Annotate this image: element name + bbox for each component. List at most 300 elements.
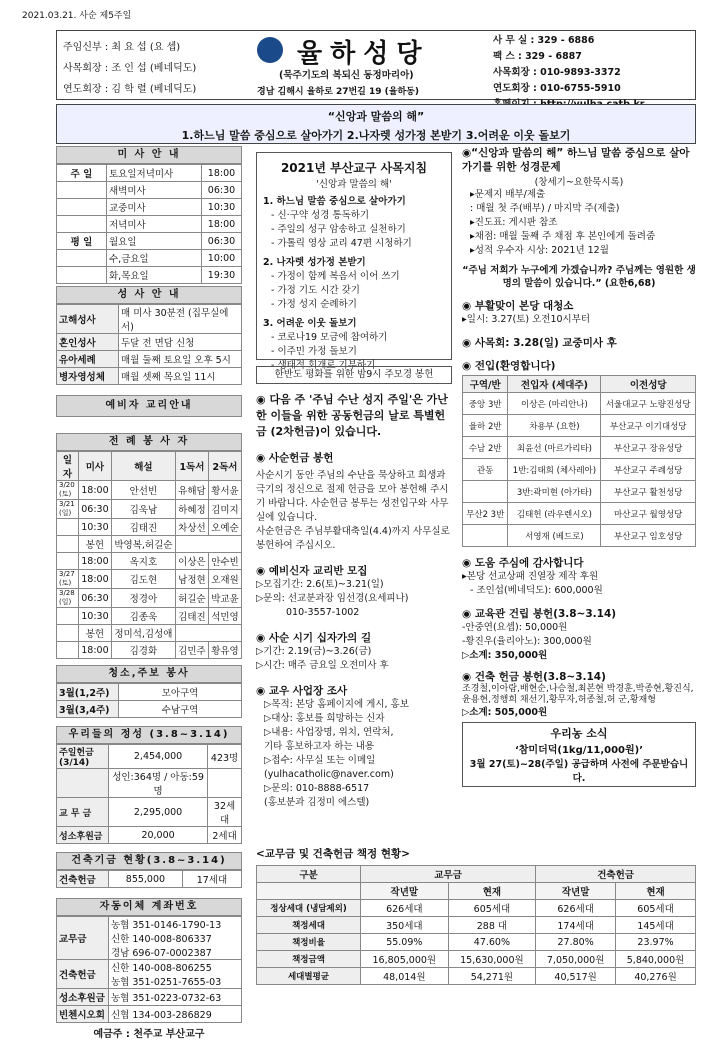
survey-item: ▷접수: 사무실 또는 이메일 <box>264 755 376 766</box>
sacrament-cell: 매월 셋째 목요일 11시 <box>119 368 242 385</box>
building-cell: 17세대 <box>182 871 241 888</box>
altar-server-table <box>56 451 242 659</box>
office-phone: 사 무 실 : 329 - 6886 <box>493 35 595 46</box>
pastoral-item: - 가정 성지 순례하기 <box>271 299 357 310</box>
altar-row <box>57 519 242 536</box>
altar-cell: 차상선 <box>175 519 208 536</box>
council-phone: 사목회장 : 010-9893-3372 <box>493 67 621 78</box>
transfer-cell: 마산교구 월영성당 <box>601 503 696 525</box>
pastor-line: 주임신부 : 최 요 섭 (요 셉) <box>63 42 181 53</box>
catechumen-contact: ▷문의: 선교분과장 임선경(요세피나) <box>256 593 409 604</box>
farm-news-title: 우리농 소식 <box>550 727 608 740</box>
mass-row <box>57 165 242 182</box>
altar-cell: 남정현 <box>175 570 208 589</box>
sacrament-cell: 유아세례 <box>57 351 119 368</box>
thanks-line1: ▸본당 선교상패 진열장 제작 후원 <box>462 571 599 582</box>
bank-accounts <box>109 917 242 960</box>
pledge-status <box>256 846 696 985</box>
offering-cell <box>57 769 109 798</box>
pastoral-title: 2021년 부산교구 사목지침 <box>280 161 428 175</box>
altar-cell: 18:00 <box>79 642 112 659</box>
sacrament-cell: 병자영성체 <box>57 368 119 385</box>
building-row <box>57 871 242 888</box>
altar-cell: 10:30 <box>79 608 112 625</box>
status-cell: 48,014원 <box>361 968 449 985</box>
altar-row <box>57 642 242 659</box>
status-cell: 정상세대 (냉담제외) <box>257 900 361 917</box>
altar-row <box>57 608 242 625</box>
transfer-cell: 부산교구 활천성당 <box>601 481 696 503</box>
pastoral-item: - 이주민 가정 돌보기 <box>271 346 357 357</box>
altar-cell: 김욱남 <box>111 500 175 519</box>
altar-cell: 김태진 <box>111 519 175 536</box>
transfer-cell <box>463 525 508 547</box>
way-of-cross-time: ▷시간: 매주 금요일 오전미사 후 <box>256 660 389 671</box>
bible-item: ▸성적 우수자 시상: 2021년 12월 <box>470 245 609 256</box>
offering-cell: 32세대 <box>208 798 242 827</box>
altar-cell <box>57 553 79 570</box>
sacrament-cell: 매 미사 30분전 (집무실에서) <box>119 305 242 334</box>
mass-row <box>57 216 242 233</box>
way-of-cross-title: ◉ 사순 시기 십자가의 길 <box>256 632 372 644</box>
altar-cell: 정미석,김성애 <box>111 625 175 642</box>
offering-row <box>57 798 242 827</box>
mass-cell <box>57 182 107 199</box>
altar-row <box>57 553 242 570</box>
mass-cell: 10:30 <box>202 199 242 216</box>
mass-cell: 18:00 <box>202 216 242 233</box>
transfer-cell: 율하 2반 <box>463 415 508 437</box>
pledge-status-title: <교무금 및 건축헌금 책정 현황> <box>256 848 410 860</box>
mass-cell <box>57 250 107 267</box>
transfer-cell: 무산2 3반 <box>463 503 508 525</box>
altar-row <box>57 500 242 519</box>
mass-cell: 06:30 <box>202 182 242 199</box>
offering-row <box>57 769 242 798</box>
mass-row <box>57 182 242 199</box>
catechumen-title: 예비자 교리안내 <box>56 395 242 417</box>
offering-cell: 2세대 <box>208 827 242 844</box>
mass-cell: 새벽미사 <box>107 182 202 199</box>
altar-cell: 허길순 <box>175 589 208 608</box>
status-group: 건축헌금 <box>536 866 696 883</box>
status-cell: 626세대 <box>536 900 616 917</box>
way-of-cross-period: ▷기간: 2.19(금)~3.26(금) <box>256 646 372 657</box>
pastoral-item: - 신·구약 성경 통독하기 <box>271 210 370 221</box>
status-cell: 책정비율 <box>257 934 361 951</box>
bank-accounts <box>109 1006 242 1023</box>
transfer-cell: 부산교구 장유성당 <box>601 437 696 459</box>
mass-cell: 교중미사 <box>107 199 202 216</box>
cleaning-table <box>56 683 242 718</box>
right-column <box>462 146 696 787</box>
mass-cell: 06:30 <box>202 233 242 250</box>
altar-cell <box>57 625 79 642</box>
sacrament-title: 성 사 안 내 <box>56 286 242 304</box>
altar-head: 일자 <box>57 452 79 481</box>
transfer-head: 전입자 (세대주) <box>508 376 601 393</box>
altar-server-title: 전 례 봉 사 자 <box>56 433 242 451</box>
account-number: 농협 351-0146-1790-13 <box>111 920 222 931</box>
bible-quiz-range: (창세기~요한묵시록) <box>534 177 624 188</box>
council-line: 사목회장 : 조 인 섭 (베네딕도) <box>63 63 197 74</box>
mass-cell: 수,금요일 <box>107 250 202 267</box>
prayer-leader-line: 연도회장 : 김 학 렬 (베네딕도) <box>63 84 197 95</box>
status-cell: 47.60% <box>448 934 536 951</box>
building-offer-heading: 건축 헌금 봉헌(3.8~3.14) <box>474 671 606 683</box>
mass-cell: 토요일저녁미사 <box>107 165 202 182</box>
account-number: 농협 351-0251-7655-03 <box>111 977 222 988</box>
cleaning-cell: 모아구역 <box>119 684 242 701</box>
sacrament-cell: 매월 둘째 토요일 오후 5시 <box>119 351 242 368</box>
offering-row <box>57 745 242 769</box>
bank-label: 빈첸시오회 <box>57 1006 109 1023</box>
mass-cell <box>57 267 107 284</box>
pastoral-item: 2. 나자렛 성가정 본받기 <box>263 257 366 268</box>
pastoral-list <box>263 195 445 373</box>
altar-cell: 김민주 <box>175 642 208 659</box>
notices-column <box>256 392 452 810</box>
offering-cell: 성인:364명 / 아동:59명 <box>109 769 208 798</box>
mass-title: 미 사 안 내 <box>56 146 242 164</box>
altar-cell: 10:30 <box>79 519 112 536</box>
transfer-cell: 서영재 (베드로) <box>508 525 601 547</box>
status-cell: 5,840,000원 <box>616 951 696 968</box>
altar-row <box>57 625 242 642</box>
status-cell: 145세대 <box>616 917 696 934</box>
palm-sunday-notice: ◉ 다음 주 '주님 수난 성지 주일'은 가난한 이들을 위한 공동헌금의 날로 특별헌금 (2차헌금)이 있습니다. <box>256 393 448 438</box>
account-number: 농협 351-0223-0732-63 <box>111 993 222 1004</box>
status-cell: 16,805,000원 <box>361 951 449 968</box>
theme-title: “신앙과 말씀의 해” <box>327 110 425 123</box>
altar-row <box>57 536 242 553</box>
bible-item: ▸문제지 배부/제출 <box>470 189 546 200</box>
leader-phone: 연도회장 : 010-6755-5910 <box>493 83 621 94</box>
transfer-head: 구역/반 <box>463 376 508 393</box>
sacrament-row <box>57 305 242 334</box>
bank-accounts <box>109 989 242 1006</box>
fax: 팩 스 : 329 - 6887 <box>493 51 582 62</box>
way-of-cross-heading: 사순 시기 십자가의 길 <box>268 632 372 644</box>
altar-cell <box>57 642 79 659</box>
thanks-heading: 도움 주심에 감사합니다 <box>474 557 584 569</box>
altar-cell: 김경화 <box>111 642 175 659</box>
offering-row <box>57 827 242 844</box>
easter-cleaning-heading: 부활맞이 본당 대청소 <box>474 300 574 312</box>
bible-item: ▸진도표: 게시판 참조 <box>470 217 558 228</box>
altar-cell: 석민영 <box>208 608 241 625</box>
altar-head: 미사 <box>79 452 112 481</box>
mass-cell: 18:00 <box>202 165 242 182</box>
survey-item: ▷대상: 홍보를 희망하는 신자 <box>264 713 385 724</box>
cleaning-cell: 3월(3,4주) <box>57 701 119 718</box>
pastoral-item: - 코로나19 모금에 참여하기 <box>271 332 388 343</box>
altar-cell: 김종욱 <box>111 608 175 625</box>
status-cell: 15,630,000원 <box>448 951 536 968</box>
transfer-cell: 1반:김태희 (체사레아) <box>508 459 601 481</box>
transfer-table <box>462 375 696 547</box>
transfer-cell: 김태헌 (라우렌시오) <box>508 503 601 525</box>
building-offer-subtotal: ▷소계: 505,000원 <box>462 707 548 718</box>
altar-cell <box>57 608 79 625</box>
altar-cell: 정경아 <box>111 589 175 608</box>
transfer-cell: 부산교구 이기대성당 <box>601 415 696 437</box>
altar-cell: 안수빈 <box>208 553 241 570</box>
easter-cleaning-title: ◉ 부활맞이 본당 대청소 <box>462 300 574 312</box>
transfer-cell: 관동 <box>463 459 508 481</box>
altar-cell: 18:00 <box>79 481 112 500</box>
mass-row <box>57 250 242 267</box>
parish-logo-icon <box>257 37 283 63</box>
status-cell: 350세대 <box>361 917 449 934</box>
building-fund-title: 건축기금 현황(3.8~3.14) <box>56 852 242 870</box>
altar-cell: 김미지 <box>208 500 241 519</box>
easter-cleaning-time: ▸일시: 3.27(토) 오전10시부터 <box>462 314 591 325</box>
transfer-title: ◉ 전입(환영합니다) <box>462 360 556 372</box>
building-fund-table <box>56 870 242 888</box>
theme-goals: 1.하느님 말씀 중심으로 살아가기 2.나자렛 성가정 본받기 3.어려운 이웃 돌보기 <box>181 129 571 142</box>
transfer-cell: 중앙 3반 <box>463 393 508 415</box>
transfer-head: 이전성당 <box>601 376 696 393</box>
bank-table <box>56 916 242 1023</box>
survey-item: (홍보분과 김정미 에스텔) <box>264 797 370 808</box>
mass-table <box>56 164 242 284</box>
status-sub: 현재 <box>616 883 696 900</box>
altar-cell: 안선빈 <box>111 481 175 500</box>
offering-table <box>56 744 242 844</box>
status-cell: 55.09% <box>361 934 449 951</box>
parish-name: 율하성당 <box>297 39 430 69</box>
bible-quiz-list <box>462 188 696 258</box>
altar-cell: 김태진 <box>175 608 208 625</box>
bank-label: 건축헌금 <box>57 960 109 989</box>
building-cell: 건축헌금 <box>57 871 109 888</box>
status-cell: 40,517원 <box>536 968 616 985</box>
altar-cell: 이상은 <box>175 553 208 570</box>
transfer-cell: 부산교구 임호성당 <box>601 525 696 547</box>
transfer-cell: 3반:곽미현 (아가타) <box>508 481 601 503</box>
altar-cell: 옥지호 <box>111 553 175 570</box>
status-cell: 27.80% <box>536 934 616 951</box>
parish-patron: (묵주기도의 복되신 동정마리아) <box>279 70 414 81</box>
altar-cell: 하혜정 <box>175 500 208 519</box>
sacrament-cell: 두달 전 면담 신청 <box>119 334 242 351</box>
mass-row <box>57 233 242 250</box>
altar-head: 해설 <box>111 452 175 481</box>
altar-cell: 봉헌 <box>79 625 112 642</box>
offering-cell: 2,454,000 <box>109 745 208 769</box>
council-meeting-text: 사목회: 3.28(일) 교중미사 후 <box>474 337 617 349</box>
lent-offering-title: ◉ 사순헌금 봉헌 <box>256 452 334 464</box>
hall-fund-line2: -황진우(율리아노): 300,000원 <box>462 636 592 647</box>
altar-cell <box>57 519 79 536</box>
bible-item: : 매월 첫 주(배부) / 마지막 주(제출) <box>470 203 620 214</box>
status-head: 구분 <box>257 866 361 883</box>
status-cell: 7,050,000원 <box>536 951 616 968</box>
mass-cell: 평 일 <box>57 233 107 250</box>
hall-fund-title: ◉ 교육관 건립 봉헌(3.8~3.14) <box>462 608 617 620</box>
status-cell: 40,276원 <box>616 968 696 985</box>
cleaning-row <box>57 701 242 718</box>
pastoral-item: - 가정이 함께 복음서 이어 쓰기 <box>271 271 400 282</box>
sacrament-row <box>57 368 242 385</box>
pastoral-item: 3. 어려운 이웃 돌보기 <box>263 318 357 329</box>
altar-cell <box>175 536 241 553</box>
catechumen-period: ▷모집기간: 2.6(토)~3.21(일) <box>256 579 384 590</box>
peace-prayer: 한반도 평화를 위한 밤9시 주모경 봉헌 <box>256 366 452 384</box>
mass-cell: 월요일 <box>107 233 202 250</box>
survey-item: 기타 홍보하고자 하는 내용 <box>264 741 375 752</box>
bank-label: 교무금 <box>57 917 109 960</box>
altar-cell: 오재원 <box>208 570 241 589</box>
altar-row <box>57 589 242 608</box>
mass-row <box>57 199 242 216</box>
survey-item: ▷내용: 사업장명, 위치, 연락처, <box>264 727 394 738</box>
pastoral-item: - 주일의 성구 암송하고 실천하기 <box>271 224 406 235</box>
transfer-cell: 이상은 (마리안나) <box>508 393 601 415</box>
year-theme-banner <box>56 104 696 144</box>
thanks-title: ◉ 도움 주심에 감사합니다 <box>462 557 584 569</box>
bible-quiz-heading: “신앙과 말씀의 해” 하느님 말씀 중심으로 살아가기를 위한 성경문제 <box>462 147 690 173</box>
status-cell: 54,271원 <box>448 968 536 985</box>
pastoral-item: 1. 하느님 말씀 중심으로 살아가기 <box>263 196 406 207</box>
status-group: 교무금 <box>361 866 536 883</box>
transfer-cell: 서울대교구 노량진성당 <box>601 393 696 415</box>
altar-cell: 황서윤 <box>208 481 241 500</box>
survey-item: ▷목적: 본당 홈페이지에 게시, 홍보 <box>264 699 409 710</box>
altar-cell: 3/27 (토) <box>57 570 79 589</box>
business-survey-list <box>256 698 452 810</box>
altar-cell: 봉헌 <box>79 536 112 553</box>
business-survey-heading: 교우 사업장 조사 <box>268 685 348 697</box>
offering-cell <box>208 769 242 798</box>
offering-cell: 성소후원금 <box>57 827 109 844</box>
bible-quiz-title: ◉“신앙과 말씀의 해” 하느님 말씀 중심으로 살아가기를 위한 성경문제 <box>462 147 690 173</box>
thanks-line2: - 조인섭(베네딕도): 600,000원 <box>470 585 603 596</box>
header-officers <box>63 37 253 100</box>
header-contacts <box>493 33 693 113</box>
status-sub: 작년말 <box>536 883 616 900</box>
mass-cell: 10:00 <box>202 250 242 267</box>
farm-news-box <box>462 722 696 787</box>
status-sub: 현재 <box>448 883 536 900</box>
altar-cell: 06:30 <box>79 589 112 608</box>
account-number: 경남 696-07-0002387 <box>111 948 212 959</box>
status-sub <box>257 883 361 900</box>
offering-cell: 2,295,000 <box>109 798 208 827</box>
status-sub: 작년말 <box>361 883 449 900</box>
altar-cell: 유해담 <box>175 481 208 500</box>
mass-row <box>57 267 242 284</box>
sacrament-table <box>56 304 242 385</box>
altar-cell: 박교윤 <box>208 589 241 608</box>
account-number: 신협 134-003-286829 <box>111 1010 212 1021</box>
transfer-cell: 차용부 (요한) <box>508 415 601 437</box>
sacrament-row <box>57 334 242 351</box>
pastoral-guideline-box <box>256 152 452 371</box>
altar-cell: 오예순 <box>208 519 241 536</box>
mass-cell: 화,목요일 <box>107 267 202 284</box>
sacrament-cell: 고해성사 <box>57 305 119 334</box>
pastoral-item: - 생태적 회개로 기부하기 <box>271 360 376 371</box>
catechumen-class-title: ◉ 예비신자 교리반 모집 <box>256 565 368 577</box>
mass-cell <box>57 199 107 216</box>
mass-cell: 주 일 <box>57 165 107 182</box>
transfer-heading: 전입(환영합니다) <box>474 360 556 372</box>
account-number: 신한 140-008-806337 <box>111 934 212 945</box>
scripture-quote: “주님 저희가 누구에게 가겠습니까? 주님께는 영원한 생명의 말씀이 있습니다.” (요한6,68) <box>462 265 696 289</box>
building-cell: 855,000 <box>109 871 183 888</box>
offering-cell: 교 무 금 <box>57 798 109 827</box>
transfer-cell: 최윤선 (마르가리타) <box>508 437 601 459</box>
sacrament-row <box>57 351 242 368</box>
pastoral-subtitle: '신앙과 말씀의 해' <box>316 179 392 190</box>
lent-offering-heading: 사순헌금 봉헌 <box>268 452 334 464</box>
altar-cell: 3/28 (일) <box>57 589 79 608</box>
sacrament-cell: 혼인성사 <box>57 334 119 351</box>
altar-cell: 3/21 (일) <box>57 500 79 519</box>
pledge-status-table <box>256 865 696 985</box>
hall-fund-subtotal: ▷소계: 350,000원 <box>462 650 548 661</box>
pastoral-item: - 가톨릭 영상 교리 47편 시청하기 <box>271 238 412 249</box>
status-cell: 605세대 <box>448 900 536 917</box>
mass-cell <box>57 216 107 233</box>
altar-cell <box>175 625 241 642</box>
farm-news-detail: 3월 27(토)~28(주일) 공급하며 사전에 주문받습니다. <box>469 759 689 784</box>
farm-news-product: ‘참미더덕(1kg/11,000원)’ <box>514 745 644 756</box>
pastoral-item: - 가정 기도 시간 갖기 <box>271 285 360 296</box>
status-cell: 288 대 <box>448 917 536 934</box>
altar-cell: 박영복,허길순 <box>111 536 175 553</box>
offering-cell: 423명 <box>208 745 242 769</box>
cleaning-title: 청소,주보 봉사 <box>56 665 242 683</box>
status-cell: 605세대 <box>616 900 696 917</box>
hall-fund-heading: 교육관 건립 봉헌(3.8~3.14) <box>474 608 617 620</box>
survey-item: ▷문의: 010-8888-6517 <box>264 783 370 794</box>
altar-cell: 황유영 <box>208 642 241 659</box>
altar-cell: 김도현 <box>111 570 175 589</box>
issue-date: 2021.03.21. 사순 제5주일 <box>22 11 132 21</box>
mass-cell: 저녁미사 <box>107 216 202 233</box>
status-cell: 책정금액 <box>257 951 361 968</box>
lent-offering-text: 사순시기 동안 주님의 수난을 묵상하고 희생과 극기의 정신으로 절제 헌금을 모아 봉헌해 주시기 바랍니다. 사순헌금 봉투는 성전입구와 사무실에 있습니다. <box>256 470 449 523</box>
status-cell: 23.97% <box>616 934 696 951</box>
status-cell: 책정세대 <box>257 917 361 934</box>
altar-cell: 18:00 <box>79 553 112 570</box>
offering-title: 우리들의 정성 (3.8~3.14) <box>56 726 242 744</box>
account-holder: 예금주 : 천주교 부산교구 <box>93 1029 205 1040</box>
hall-fund-line1: -안중연(요셉): 50,000원 <box>462 622 568 633</box>
status-cell: 세대별평균 <box>257 968 361 985</box>
offering-cell: 주일헌금 (3/14) <box>57 745 109 769</box>
altar-head: 1독서 <box>175 452 208 481</box>
transfer-cell <box>463 481 508 503</box>
cleaning-cell: 수남구역 <box>119 701 242 718</box>
account-number: 신한 140-008-806255 <box>111 963 212 974</box>
status-cell: 174세대 <box>536 917 616 934</box>
altar-cell: 18:00 <box>79 570 112 589</box>
altar-cell: 3/20 (토) <box>57 481 79 500</box>
status-cell: 626세대 <box>361 900 449 917</box>
catechumen-phone: 010-3557-1002 <box>286 607 360 618</box>
offering-cell: 20,000 <box>109 827 208 844</box>
bank-title: 자동이체 계좌번호 <box>56 898 242 916</box>
transfer-cell: 부산교구 주례성당 <box>601 459 696 481</box>
building-offer-names: 조경철,이아람,배현순,나승철,최본현 박경훈,박종현,황진식,윤용현,정행희 채선기,황무자,허종철,허 군,황재형 <box>462 684 694 705</box>
altar-head: 2독서 <box>208 452 241 481</box>
parish-address: 경남 김해시 율하로 27번길 19 (율하동) <box>257 87 419 97</box>
altar-row <box>57 570 242 589</box>
